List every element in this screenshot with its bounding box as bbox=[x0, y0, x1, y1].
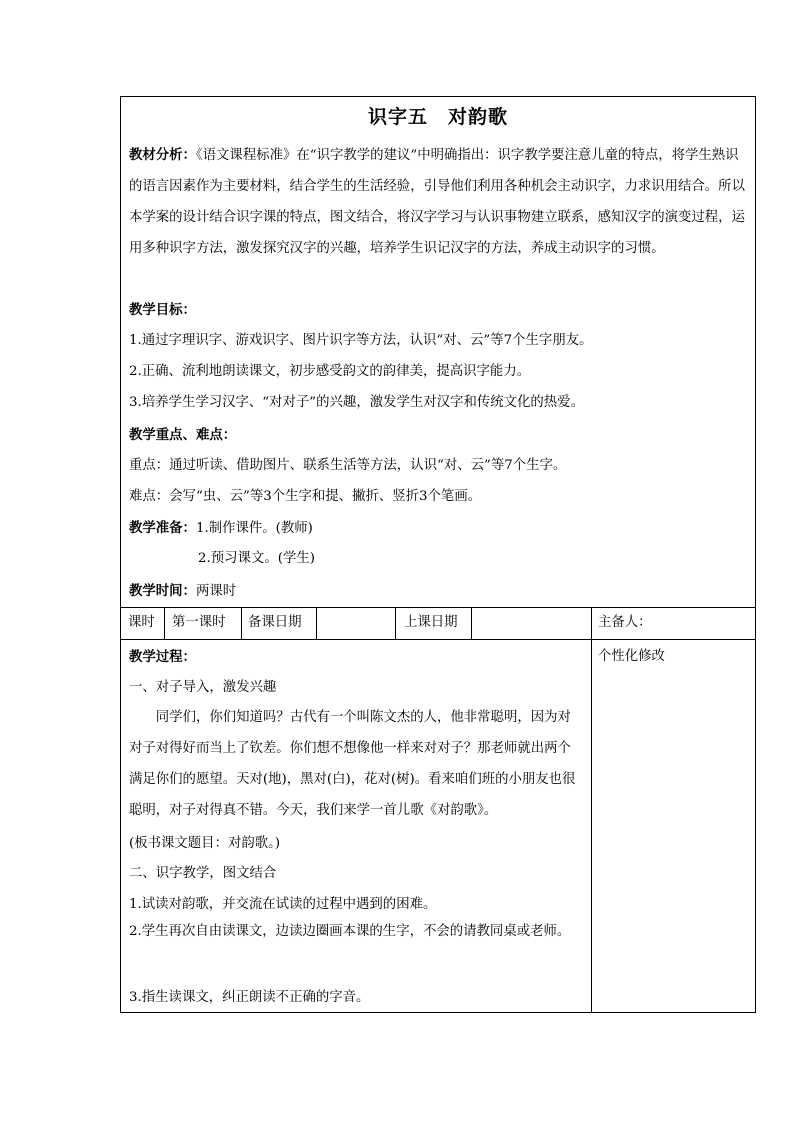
goal-item-2: 2.正确、流利地朗读课文，初步感受韵文的韵律美，提高识字能力。 bbox=[129, 364, 531, 379]
goal-item-1: 1.通过字理识字、游戏识字、图片识字等方法，认识“对、云”等7个生字朋友。 bbox=[129, 333, 593, 348]
lesson-plan-table bbox=[120, 96, 756, 1013]
key-points-label: 教学重点、难点： bbox=[129, 427, 237, 443]
info-class-date-label: 上课日期 bbox=[404, 615, 458, 630]
info-lesson-value: 第一课时 bbox=[172, 615, 226, 630]
step-1: 1.试读对韵歌，并交流在试读的过程中遇到的困难。 bbox=[129, 897, 437, 912]
info-row-top-border bbox=[121, 607, 755, 608]
personalized-edit-label: 个性化修改 bbox=[598, 649, 665, 664]
info-divider-6 bbox=[591, 607, 592, 1012]
step-3: 3.指生读课文，纠正朗读不正确的字音。 bbox=[129, 990, 370, 1005]
analysis-text: 《语文课程标准》在“识字教学的建议”中明确指出：识字教学要注意儿童的特点，将学生熟识的语言因素作为主要材料，结合学生的生活经验，引导他们利用各种机会主动识字，力求识用结合。所以本学案的设计结合识字课的特点，图文结合，将汉字学习与认识事物建立联系，感知汉字的演变过程，运用多种识字方法，激发探究汉字的兴趣，培养学生识记汉字的方法，养成主动识字的习惯。 bbox=[129, 148, 745, 256]
board-note: (板书课文题目：对韵歌。) bbox=[129, 836, 281, 851]
info-divider-5 bbox=[471, 607, 472, 639]
section-2-heading: 二、识字教学，图文结合 bbox=[129, 866, 277, 881]
goal-item-3: 3.培养学生学习汉字、“对对子”的兴趣，激发学生对汉字和传统文化的热爱。 bbox=[129, 395, 584, 410]
prep-item-1: 1.制作课件。(教师) bbox=[195, 521, 313, 536]
key-point-text: 重点：通过听读、借助图片、联系生活等方法，认识“对、云”等7个生字。 bbox=[129, 458, 567, 473]
time-value: 两课时 bbox=[195, 584, 237, 599]
title-part-1: 识字五 bbox=[367, 106, 428, 128]
prep-item-2: 2.预习课文。(学生) bbox=[198, 551, 315, 566]
time-line bbox=[129, 581, 236, 602]
analysis-label: 教材分析： bbox=[129, 147, 196, 163]
info-divider-2 bbox=[241, 607, 242, 639]
time-label: 教学时间： bbox=[129, 583, 196, 599]
analysis-paragraph bbox=[129, 140, 751, 264]
process-label: 教学过程： bbox=[129, 649, 196, 665]
prep-label: 教学准备： bbox=[129, 520, 196, 536]
section-1-heading: 一、对子导入，激发兴趣 bbox=[129, 680, 277, 695]
difficult-point-text: 难点：会写“虫、云”等3个生字和提、撇折、竖折3个笔画。 bbox=[129, 489, 482, 504]
info-divider-1 bbox=[164, 607, 165, 639]
prep-line-1 bbox=[129, 518, 313, 539]
info-lesson-label: 课时 bbox=[128, 615, 155, 630]
page-title bbox=[121, 105, 755, 129]
goals-label: 教学目标： bbox=[129, 302, 196, 318]
step-2: 2.学生再次自由读课文，边读边圈画本课的生字，不会的请教同桌或老师。 bbox=[129, 924, 571, 939]
info-divider-4 bbox=[395, 607, 396, 639]
info-lead-preparer-label: 主备人： bbox=[598, 615, 652, 630]
title-part-2: 对韵歌 bbox=[448, 106, 509, 128]
info-prep-date-label: 备课日期 bbox=[248, 615, 302, 630]
info-row-bottom-border bbox=[121, 639, 755, 640]
intro-paragraph: 同学们，你们知道吗？古代有一个叫陈文杰的人，他非常聪明，因为对对子对得好而当上了钦差。你们想不想像他一样来对对子？那老师就出两个满足你们的愿望。天对(地)，黑对(白)，花对(树)。看来咱们班的小朋友也很聪明，对子对得真不错。今天，我们来学一首儿歌《对韵歌》。 bbox=[129, 710, 576, 818]
info-divider-3 bbox=[316, 607, 317, 639]
